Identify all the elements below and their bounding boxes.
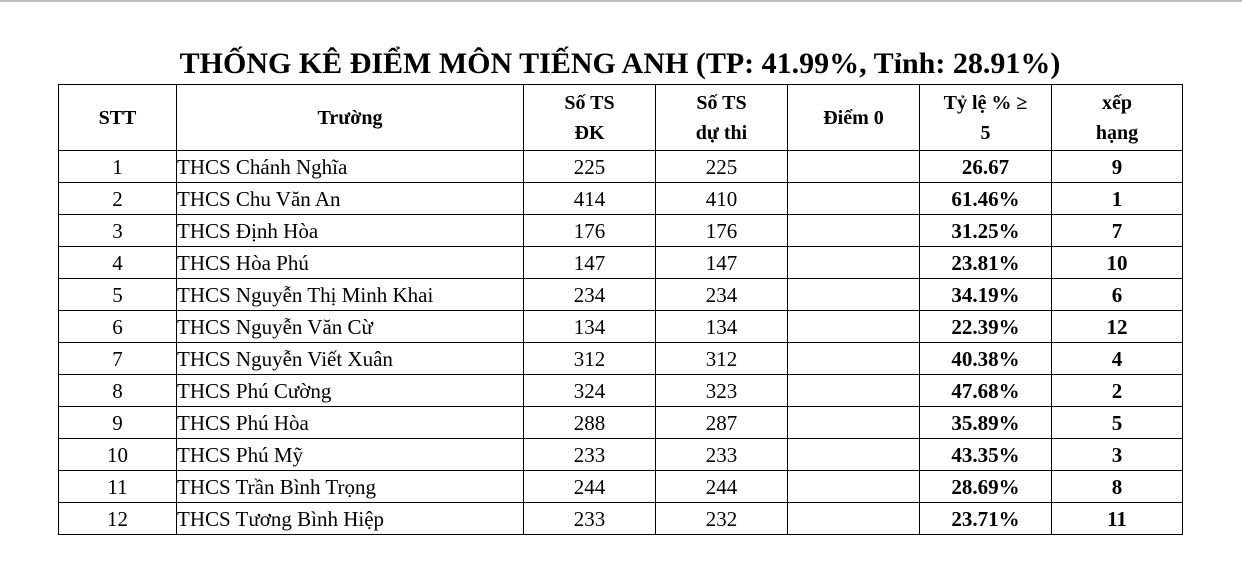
cell-school: THCS Trần Bình Trọng	[177, 471, 524, 503]
cell-stt: 10	[59, 439, 177, 471]
cell-attended: 287	[656, 407, 788, 439]
cell-pass-rate: 23.71%	[920, 503, 1052, 535]
cell-registered: 233	[524, 439, 656, 471]
cell-school: THCS Phú Cường	[177, 375, 524, 407]
cell-zero-score	[788, 183, 920, 215]
cell-rank: 5	[1052, 407, 1183, 439]
cell-stt: 4	[59, 247, 177, 279]
table-row	[59, 439, 1183, 471]
cell-registered: 134	[524, 311, 656, 343]
cell-school: THCS Phú Hòa	[177, 407, 524, 439]
cell-school: THCS Nguyễn Thị Minh Khai	[177, 279, 524, 311]
cell-rank: 9	[1052, 151, 1183, 183]
cell-attended: 244	[656, 471, 788, 503]
cell-zero-score	[788, 471, 920, 503]
cell-zero-score	[788, 151, 920, 183]
cell-rank: 8	[1052, 471, 1183, 503]
header-school: Trường	[177, 85, 524, 151]
cell-attended: 225	[656, 151, 788, 183]
cell-attended: 232	[656, 503, 788, 535]
cell-school: THCS Tương Bình Hiệp	[177, 503, 524, 535]
cell-school: THCS Phú Mỹ	[177, 439, 524, 471]
cell-zero-score	[788, 215, 920, 247]
cell-pass-rate: 40.38%	[920, 343, 1052, 375]
cell-registered: 234	[524, 279, 656, 311]
cell-school: THCS Chu Văn An	[177, 183, 524, 215]
header-zero-score: Điểm 0	[788, 85, 920, 151]
top-divider	[0, 0, 1242, 2]
cell-attended: 147	[656, 247, 788, 279]
cell-registered: 312	[524, 343, 656, 375]
cell-school: THCS Hòa Phú	[177, 247, 524, 279]
cell-stt: 12	[59, 503, 177, 535]
cell-rank: 11	[1052, 503, 1183, 535]
cell-stt: 11	[59, 471, 177, 503]
cell-pass-rate: 43.35%	[920, 439, 1052, 471]
cell-zero-score	[788, 247, 920, 279]
cell-rank: 12	[1052, 311, 1183, 343]
cell-stt: 6	[59, 311, 177, 343]
table-row	[59, 311, 1183, 343]
cell-registered: 244	[524, 471, 656, 503]
cell-pass-rate: 26.67	[920, 151, 1052, 183]
cell-registered: 233	[524, 503, 656, 535]
table-row	[59, 279, 1183, 311]
cell-zero-score	[788, 343, 920, 375]
cell-attended: 410	[656, 183, 788, 215]
cell-attended: 176	[656, 215, 788, 247]
header-stt: STT	[59, 85, 177, 151]
header-registered: Số TS ĐK	[524, 85, 656, 151]
cell-rank: 2	[1052, 375, 1183, 407]
table-row	[59, 343, 1183, 375]
cell-pass-rate: 34.19%	[920, 279, 1052, 311]
cell-zero-score	[788, 279, 920, 311]
cell-registered: 414	[524, 183, 656, 215]
header-pass-rate: Tỷ lệ % ≥ 5	[920, 85, 1052, 151]
table-row	[59, 503, 1183, 535]
table-header	[59, 85, 1183, 151]
table-row	[59, 407, 1183, 439]
cell-registered: 176	[524, 215, 656, 247]
header-rank: xếp hạng	[1052, 85, 1183, 151]
cell-school: THCS Định Hòa	[177, 215, 524, 247]
cell-stt: 8	[59, 375, 177, 407]
cell-registered: 147	[524, 247, 656, 279]
cell-zero-score	[788, 407, 920, 439]
cell-registered: 288	[524, 407, 656, 439]
cell-pass-rate: 61.46%	[920, 183, 1052, 215]
cell-pass-rate: 31.25%	[920, 215, 1052, 247]
table-row	[59, 183, 1183, 215]
cell-registered: 225	[524, 151, 656, 183]
cell-zero-score	[788, 311, 920, 343]
cell-pass-rate: 23.81%	[920, 247, 1052, 279]
cell-pass-rate: 28.69%	[920, 471, 1052, 503]
cell-stt: 3	[59, 215, 177, 247]
cell-zero-score	[788, 375, 920, 407]
cell-school: THCS Nguyễn Viết Xuân	[177, 343, 524, 375]
table-row	[59, 247, 1183, 279]
stats-table	[58, 84, 1183, 535]
table-row	[59, 471, 1183, 503]
cell-attended: 233	[656, 439, 788, 471]
cell-attended: 134	[656, 311, 788, 343]
cell-attended: 323	[656, 375, 788, 407]
header-row	[59, 85, 1183, 151]
cell-zero-score	[788, 439, 920, 471]
cell-registered: 324	[524, 375, 656, 407]
table-row	[59, 215, 1183, 247]
cell-stt: 7	[59, 343, 177, 375]
cell-stt: 5	[59, 279, 177, 311]
cell-zero-score	[788, 503, 920, 535]
cell-attended: 234	[656, 279, 788, 311]
cell-rank: 4	[1052, 343, 1183, 375]
cell-rank: 7	[1052, 215, 1183, 247]
cell-pass-rate: 22.39%	[920, 311, 1052, 343]
cell-rank: 1	[1052, 183, 1183, 215]
cell-school: THCS Chánh Nghĩa	[177, 151, 524, 183]
cell-pass-rate: 35.89%	[920, 407, 1052, 439]
cell-rank: 6	[1052, 279, 1183, 311]
cell-rank: 3	[1052, 439, 1183, 471]
cell-pass-rate: 47.68%	[920, 375, 1052, 407]
page-title: THỐNG KÊ ĐIỂM MÔN TIẾNG ANH (TP: 41.99%, Tỉnh: 28.91%)	[179, 47, 1061, 80]
cell-attended: 312	[656, 343, 788, 375]
cell-stt: 2	[59, 183, 177, 215]
header-attended: Số TS dự thi	[656, 85, 788, 151]
table-body	[59, 151, 1183, 535]
cell-school: THCS Nguyễn Văn Cừ	[177, 311, 524, 343]
cell-rank: 10	[1052, 247, 1183, 279]
cell-stt: 9	[59, 407, 177, 439]
table-row	[59, 151, 1183, 183]
table-row	[59, 375, 1183, 407]
cell-stt: 1	[59, 151, 177, 183]
